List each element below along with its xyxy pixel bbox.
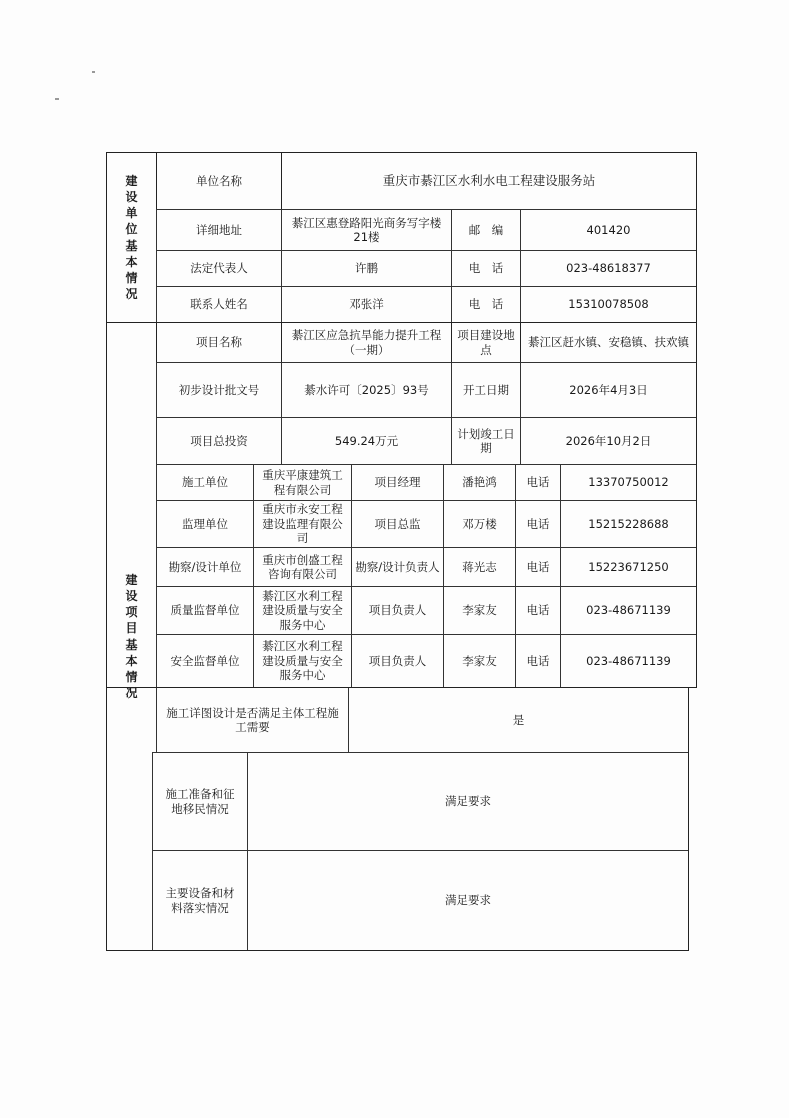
party-role: 监理单位 bbox=[156, 500, 253, 547]
unit-phone-label: 电 话 bbox=[451, 250, 520, 286]
equipment-value: 满足要求 bbox=[247, 850, 688, 950]
project-design-value: 綦水许可〔2025〕93号 bbox=[281, 362, 451, 417]
project-name-label: 项目名称 bbox=[156, 322, 281, 362]
prep-label: 施工准备和征地移民情况 bbox=[152, 752, 247, 850]
party-tel-label: 电话 bbox=[515, 586, 560, 634]
party-company: 綦江区水利工程建设质量与安全服务中心 bbox=[253, 634, 351, 687]
party-role: 施工单位 bbox=[156, 464, 253, 500]
unit-contact-value: 邓张洋 bbox=[281, 286, 451, 322]
unit-legal-rep-label: 法定代表人 bbox=[156, 250, 281, 286]
upper-frame bbox=[106, 152, 697, 688]
party-tel-label: 电话 bbox=[515, 634, 560, 687]
scan-speck bbox=[92, 71, 95, 73]
party-company: 綦江区水利工程建设质量与安全服务中心 bbox=[253, 586, 351, 634]
party-title: 项目经理 bbox=[351, 464, 443, 500]
project-section-label-text: 建 设 项 目 基 本 情 况 bbox=[125, 572, 138, 701]
unit-section-label-text: 建 设 单 位 基 本 情 况 bbox=[125, 173, 138, 302]
party-person: 李家友 bbox=[443, 634, 515, 687]
party-tel: 13370750012 bbox=[560, 464, 696, 500]
drawing-design-value: 是 bbox=[348, 687, 688, 752]
party-role: 勘察/设计单位 bbox=[156, 547, 253, 586]
party-tel-label: 电话 bbox=[515, 547, 560, 586]
party-company: 重庆平康建筑工程有限公司 bbox=[253, 464, 351, 500]
party-person: 邓万楼 bbox=[443, 500, 515, 547]
project-start-value: 2026年4月3日 bbox=[520, 362, 696, 417]
party-tel: 15215228688 bbox=[560, 500, 696, 547]
party-title: 项目负责人 bbox=[351, 634, 443, 687]
unit-name-label: 单位名称 bbox=[156, 152, 281, 209]
lower-frame bbox=[106, 687, 689, 951]
drawing-design-label: 施工详图设计是否满足主体工程施工需要 bbox=[156, 687, 348, 752]
party-tel: 15223671250 bbox=[560, 547, 696, 586]
project-finish-label: 计划竣工日期 bbox=[451, 417, 520, 464]
unit-name-value: 重庆市綦江区水利水电工程建设服务站 bbox=[281, 152, 696, 209]
project-design-label: 初步设计批文号 bbox=[156, 362, 281, 417]
party-tel-label: 电话 bbox=[515, 500, 560, 547]
party-tel: 023-48671139 bbox=[560, 634, 696, 687]
project-start-label: 开工日期 bbox=[451, 362, 520, 417]
unit-postcode-value: 401420 bbox=[520, 209, 696, 250]
party-company: 重庆市创盛工程咨询有限公司 bbox=[253, 547, 351, 586]
party-tel: 023-48671139 bbox=[560, 586, 696, 634]
unit-contact-label: 联系人姓名 bbox=[156, 286, 281, 322]
party-person: 蒋光志 bbox=[443, 547, 515, 586]
party-tel-label: 电话 bbox=[515, 464, 560, 500]
party-title: 勘察/设计负责人 bbox=[351, 547, 443, 586]
party-person: 潘艳鸿 bbox=[443, 464, 515, 500]
project-location-value: 綦江区赶水镇、安稳镇、扶欢镇 bbox=[520, 322, 696, 362]
scan-speck bbox=[55, 98, 59, 100]
party-role: 质量监督单位 bbox=[156, 586, 253, 634]
project-invest-label: 项目总投资 bbox=[156, 417, 281, 464]
party-role: 安全监督单位 bbox=[156, 634, 253, 687]
party-company: 重庆市永安工程建设监理有限公司 bbox=[253, 500, 351, 547]
unit-contact-phone-value: 15310078508 bbox=[520, 286, 696, 322]
party-person: 李家友 bbox=[443, 586, 515, 634]
party-title: 项目总监 bbox=[351, 500, 443, 547]
unit-address-value: 綦江区惠登路阳光商务写字楼21楼 bbox=[281, 209, 451, 250]
project-invest-value: 549.24万元 bbox=[281, 417, 451, 464]
prep-value: 满足要求 bbox=[247, 752, 688, 850]
unit-contact-phone-label: 电 话 bbox=[451, 286, 520, 322]
equipment-label: 主要设备和材料落实情况 bbox=[152, 850, 247, 950]
party-title: 项目负责人 bbox=[351, 586, 443, 634]
project-finish-value: 2026年10月2日 bbox=[520, 417, 696, 464]
unit-phone-value: 023-48618377 bbox=[520, 250, 696, 286]
unit-address-label: 详细地址 bbox=[156, 209, 281, 250]
project-name-value: 綦江区应急抗旱能力提升工程（一期） bbox=[281, 322, 451, 362]
unit-postcode-label: 邮 编 bbox=[451, 209, 520, 250]
project-location-label: 项目建设地点 bbox=[451, 322, 520, 362]
unit-legal-rep-value: 许鹏 bbox=[281, 250, 451, 286]
